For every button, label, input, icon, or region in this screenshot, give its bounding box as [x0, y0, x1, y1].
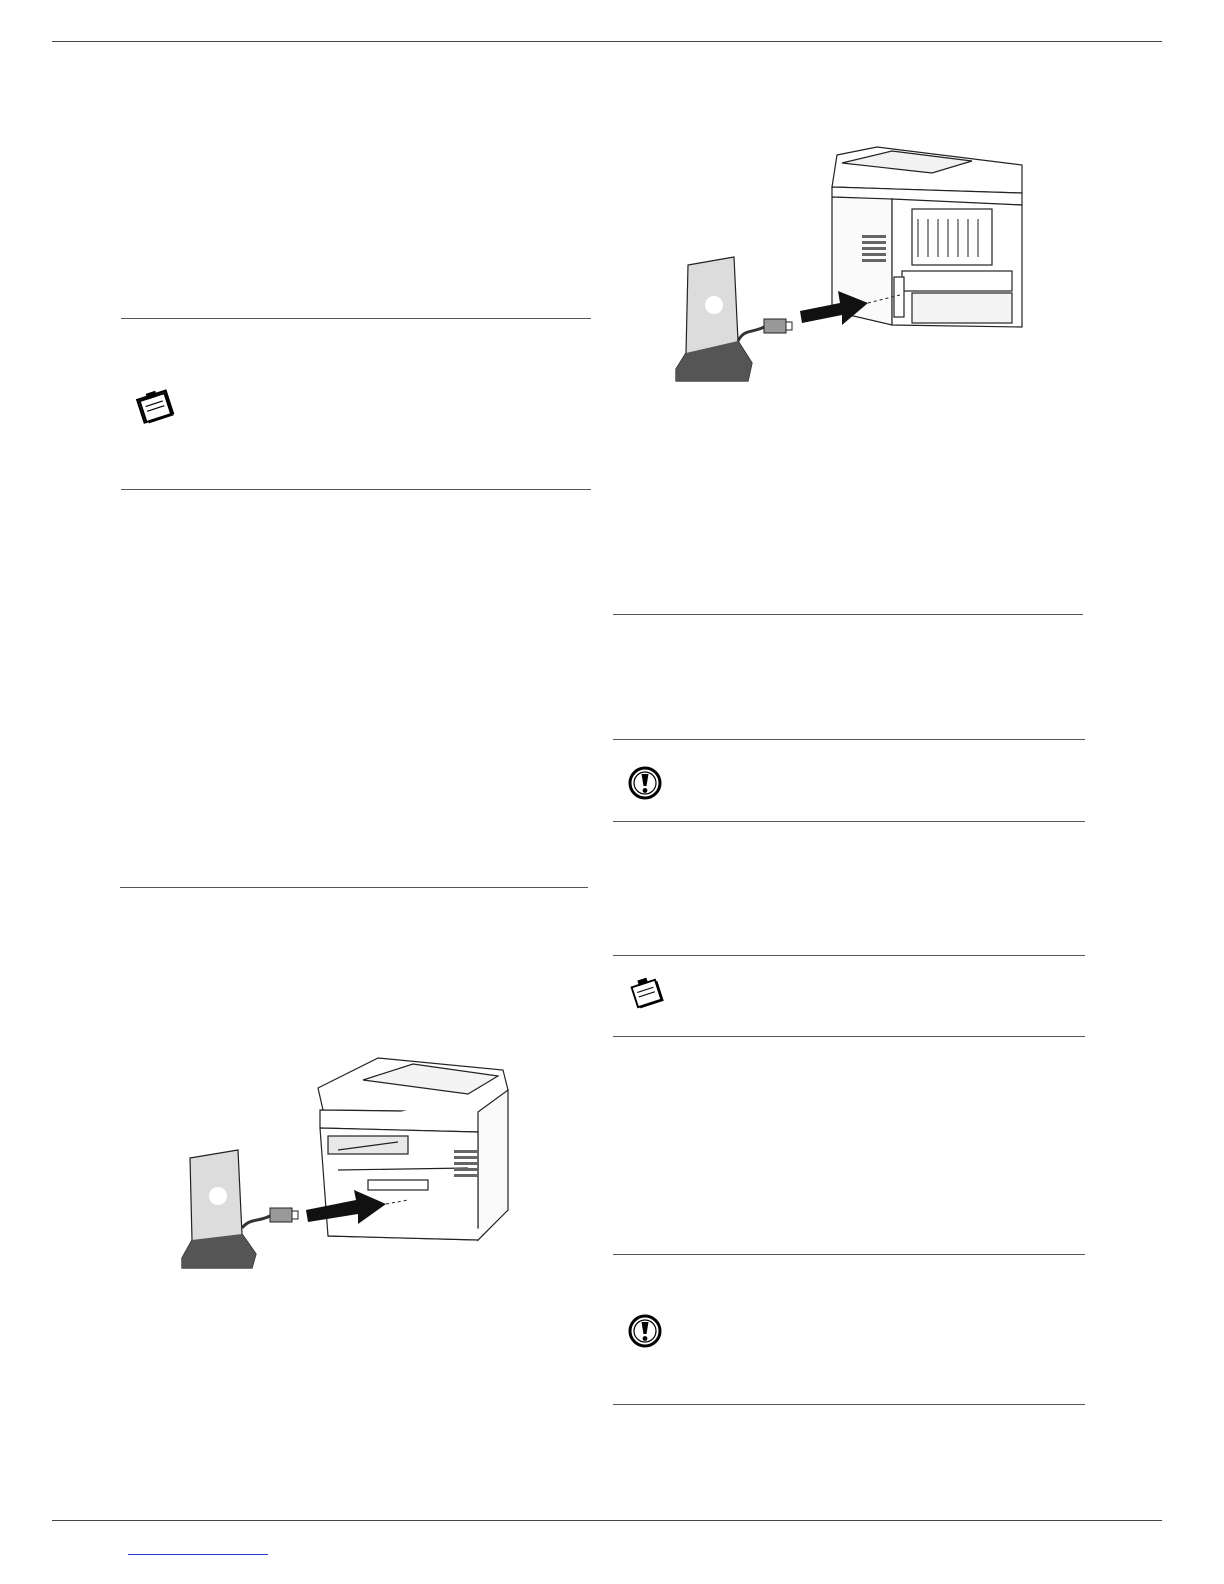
warning-exclamation-icon	[626, 764, 664, 802]
footer-link-underline[interactable]	[128, 1554, 268, 1555]
section-rule	[120, 887, 588, 888]
section-rule-right	[613, 614, 1083, 615]
warning-exclamation-icon	[626, 1312, 664, 1350]
note-clipboard-icon	[134, 388, 180, 424]
page-footer-rule	[52, 1520, 1162, 1521]
usb-stand-front-printer-figure	[178, 1050, 518, 1280]
warning-box-1-bottom-rule	[613, 821, 1085, 822]
note-clipboard-icon	[626, 975, 670, 1009]
usb-stand-rear-printer-figure	[672, 145, 1038, 385]
warning-box-2-bottom-rule	[613, 1404, 1085, 1405]
note-box-bottom-rule	[121, 489, 591, 490]
warning-box-2-top-rule	[613, 1254, 1085, 1255]
note-box-right-top-rule	[613, 955, 1085, 956]
page-header-rule	[52, 41, 1162, 42]
note-box-right-bottom-rule	[613, 1036, 1085, 1037]
note-box-top-rule	[121, 318, 591, 319]
warning-box-1-top-rule	[613, 739, 1085, 740]
